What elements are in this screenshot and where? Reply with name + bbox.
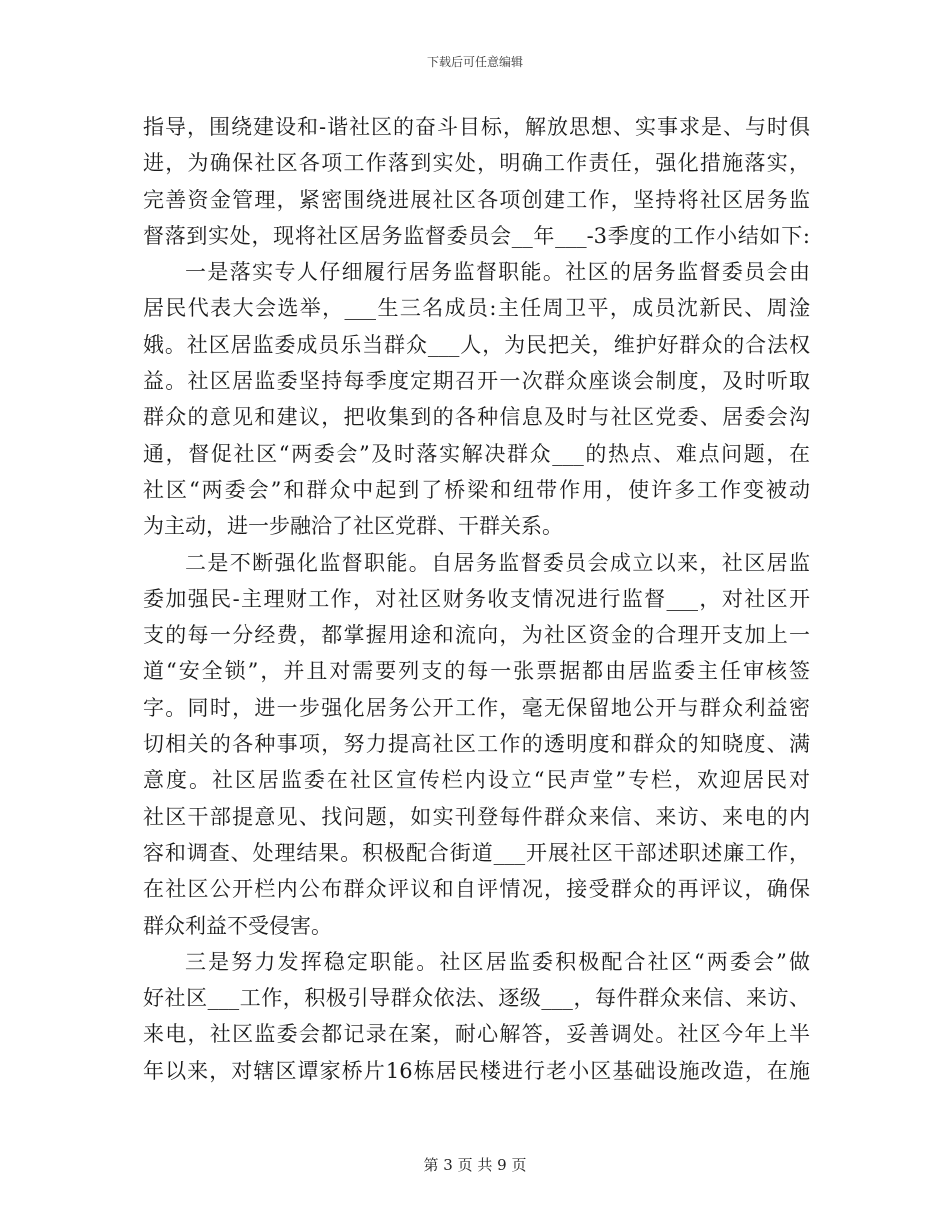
paragraph-end-line: 为主动，进一步融洽了社区党群、干群关系。 — [143, 514, 563, 539]
text-line: 容和调查、处理结果。积极配合街道___开展社区干部述职述廉工作， — [143, 840, 810, 865]
text-line: 指导，围绕建设和-谐社区的奋斗目标，解放思想、实事求是、与时俱 — [143, 115, 810, 139]
text-line: 社区“两委会”和群众中起到了桥梁和纽带作用，使许多工作变被动 — [143, 477, 810, 502]
page-header: 下载后可任意编辑 — [426, 55, 523, 69]
text-line: 来电，社区监委会都记录在案，耐心解答，妥善调处。社区今年上半 — [143, 1022, 810, 1047]
page-footer: 第 3 页 共 9 页 — [423, 1156, 527, 1174]
text-line: 意度。社区居监委在社区宣传栏内设立“民声堂”专栏，欢迎居民对 — [143, 768, 810, 793]
text-line: 字。同时，进一步强化居务公开工作，毫无保留地公开与群众利益密 — [143, 695, 810, 720]
text-line: 支的每一分经费，都掌握用途和流向，为社区资金的合理开支加上一 — [143, 623, 810, 648]
text-line: 在社区公开栏内公布群众评议和自评情况，接受群众的再评议，确保 — [143, 877, 810, 902]
text-line: 切相关的各种事项，努力提高社区工作的透明度和群众的知晓度、满 — [143, 732, 810, 757]
text-line: 督落到实处，现将社区居务监督委员会__年___-3季度的工作小结如下: — [143, 223, 810, 248]
paragraph-start-line: 二是不断强化监督职能。自居务监督委员会成立以来，社区居监 — [185, 550, 810, 575]
text-line: 社区干部提意见、找问题，如实刊登每件群众来信、来访、来电的内 — [143, 804, 810, 829]
text-line: 群众的意见和建议，把收集到的各种信息及时与社区党委、居委会沟 — [143, 405, 810, 430]
text-line: 通，督促社区“两委会”及时落实解决群众___的热点、难点问题，在 — [143, 441, 810, 466]
text-line: 居民代表大会选举，___生三名成员:主任周卫平，成员沈新民、周淦 — [143, 296, 810, 321]
text-line: 进，为确保社区各项工作落到实处，明确工作责任，强化措施落实， — [143, 151, 810, 176]
paragraph-start-line: 三是努力发挥稳定职能。社区居监委积极配合社区“两委会”做 — [185, 949, 810, 974]
document-body — [143, 109, 810, 1089]
paragraph-end-line: 群众利益不受侵害。 — [143, 913, 332, 938]
text-line: 年以来，对辖区谭家桥片16栋居民楼进行老小区基础设施改造，在施 — [143, 1058, 810, 1083]
text-line: 益。社区居监委坚持每季度定期召开一次群众座谈会制度，及时听取 — [143, 369, 810, 394]
text-line: 道“安全锁”，并且对需要列支的每一张票据都由居监委主任审核签 — [143, 659, 810, 684]
text-line: 好社区___工作，积极引导群众依法、逐级___，每件群众来信、来访、 — [143, 986, 810, 1011]
paragraph-start-line: 一是落实专人仔细履行居务监督职能。社区的居务监督委员会由 — [185, 260, 810, 285]
text-line: 完善资金管理，紧密围绕进展社区各项创建工作，坚持将社区居务监 — [143, 187, 810, 212]
text-line: 委加强民-主理财工作，对社区财务收支情况进行监督___，对社区开 — [143, 586, 810, 611]
text-line: 娥。社区居监委成员乐当群众___人，为民把关，维护好群众的合法权 — [143, 332, 810, 357]
